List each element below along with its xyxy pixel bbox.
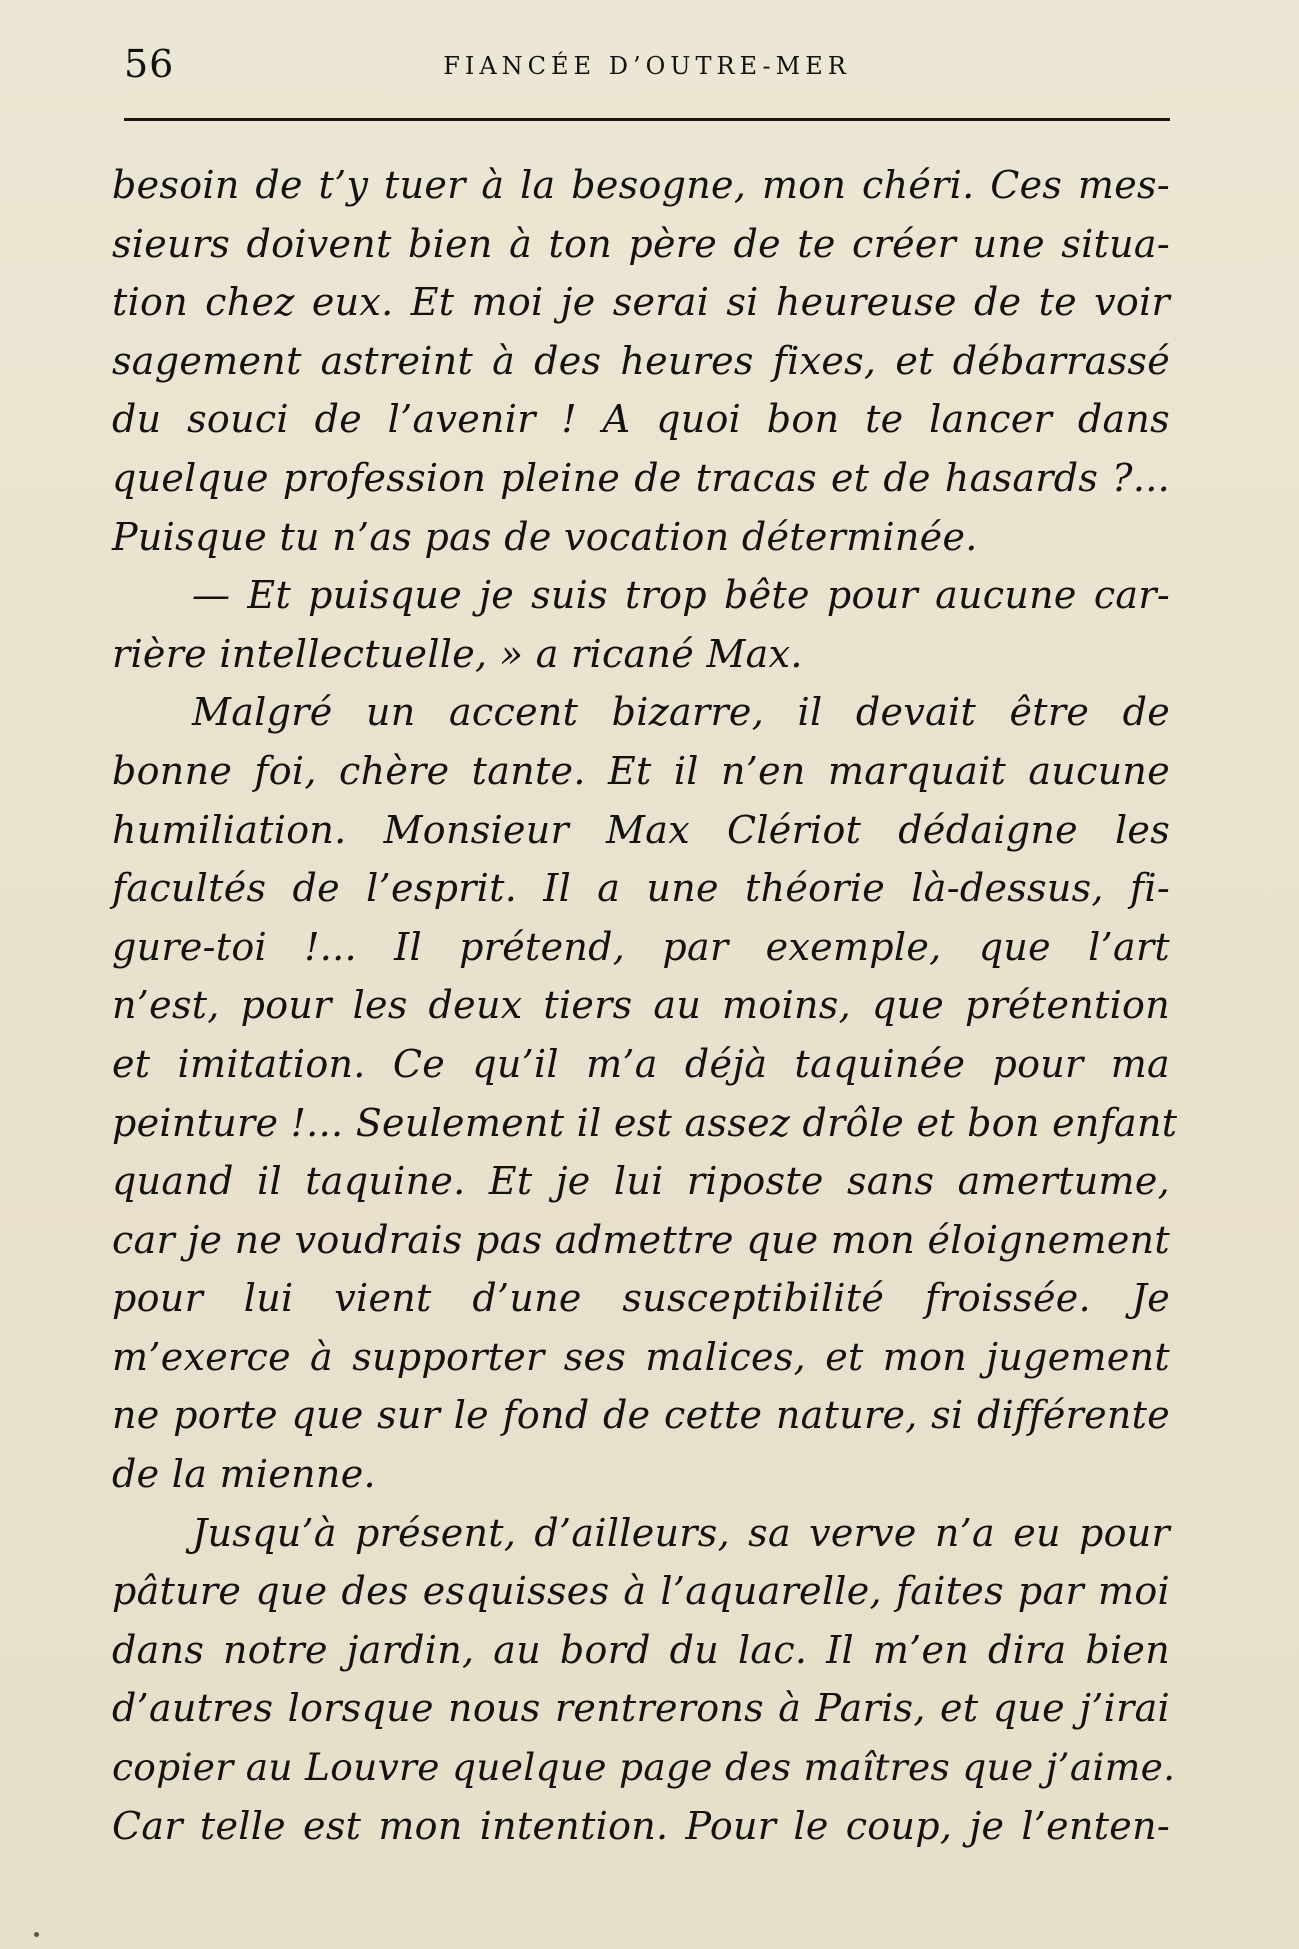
text-line: copier au Louvre quelque page des maîtres que j’aime.: [112, 1745, 1176, 1790]
text-line: ne porte que sur le fond de cette nature, si différente: [112, 1393, 1170, 1438]
text-line: Car telle est mon intention. Pour le coup, je l’enten-: [112, 1803, 1170, 1848]
text-line: sagement astreint à des heures fixes, et débarrassé: [112, 338, 1170, 383]
text-line: de la mienne.: [112, 1452, 376, 1497]
text-line: gure-toi !... Il prétend, par exemple, que l’art: [112, 924, 1170, 969]
text-line: humiliation. Monsieur Max Clériot dédaigne les: [112, 807, 1170, 852]
text-line: Puisque tu n’as pas de vocation déterminée.: [112, 514, 978, 559]
text-line: d’autres lorsque nous rentrerons à Paris, et que j’irai: [112, 1686, 1170, 1731]
text-line: rière intellectuelle, » a ricané Max.: [112, 631, 803, 676]
text-line: et imitation. Ce qu’il m’a déjà taquinée pour ma: [112, 1041, 1170, 1086]
page-number: 56: [124, 42, 175, 86]
text-line: bonne foi, chère tante. Et il n’en marquait aucune: [112, 748, 1170, 793]
text-line: — Et puisque je suis trop bête pour aucune car-: [192, 573, 1170, 618]
text-line: du souci de l’avenir ! A quoi bon te lancer dans: [112, 397, 1170, 442]
text-line: m’exerce à supporter ses malices, et mon jugement: [112, 1334, 1170, 1379]
text-line: sieurs doivent bien à ton père de te créer une situa-: [112, 221, 1170, 266]
page-header: [124, 42, 1170, 92]
text-line: Jusqu’à présent, d’ailleurs, sa verve n’a eu pour: [192, 1510, 1170, 1555]
text-line: Malgré un accent bizarre, il devait être de: [192, 690, 1170, 735]
text-line: facultés de l’esprit. Il a une théorie là-dessus, fi-: [112, 866, 1170, 911]
text-line: besoin de t’y tuer à la besogne, mon chéri. Ces mes-: [112, 163, 1170, 207]
paper-speck: [34, 1932, 39, 1937]
running-title: FIANCÉE D’OUTRE-MER: [443, 52, 851, 80]
text-line: pâture que des esquisses à l’aquarelle, faites par moi: [112, 1569, 1170, 1614]
text-line: quelque profession pleine de tracas et de hasards ?...: [112, 455, 1170, 500]
body-text: [112, 156, 1178, 1855]
text-line: peinture !... Seulement il est assez drôle et bon enfant: [112, 1100, 1178, 1145]
header-rule: [124, 118, 1170, 121]
text-line: car je ne voudrais pas admettre que mon éloignement: [112, 1217, 1170, 1262]
text-line: n’est, pour les deux tiers au moins, que prétention: [112, 983, 1170, 1028]
text-line: dans notre jardin, au bord du lac. Il m’en dira bien: [112, 1627, 1170, 1672]
text-line: pour lui vient d’une susceptibilité froissée. Je: [112, 1276, 1170, 1321]
text-line: tion chez eux. Et moi je serai si heureuse de te voir: [112, 280, 1170, 325]
text-line: quand il taquine. Et je lui riposte sans amertume,: [112, 1159, 1170, 1204]
